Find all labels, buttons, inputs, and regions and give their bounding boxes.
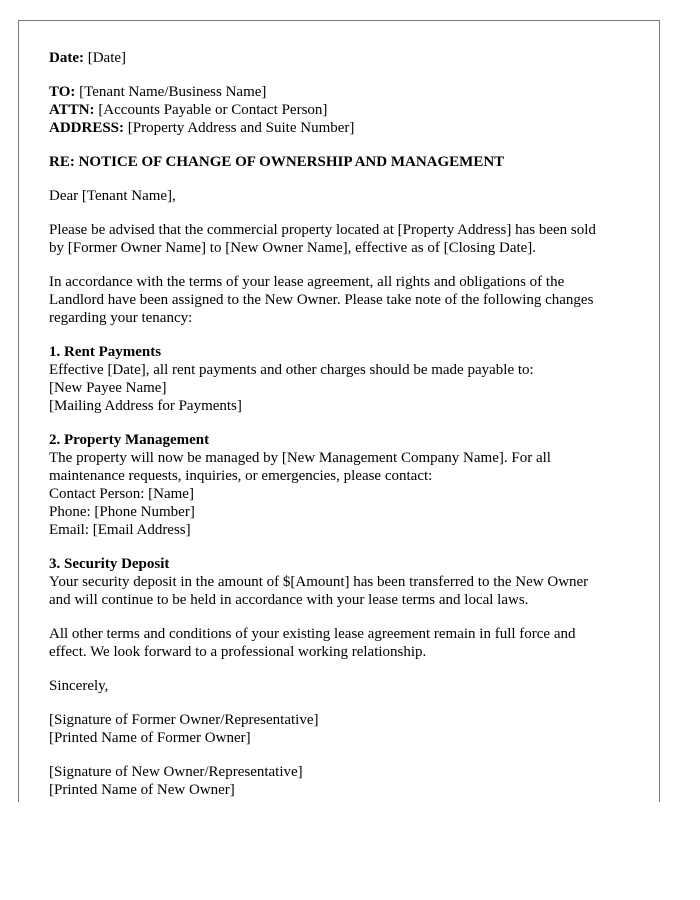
to-label: TO:: [49, 84, 76, 100]
deposit-line-2: and will continue to be held in accordance with your lease terms and local laws.: [49, 592, 529, 608]
rent-heading: 1. Rent Payments: [49, 344, 162, 360]
address-label: ADDRESS:: [49, 120, 125, 136]
contact-person: Contact Person: [Name]: [49, 486, 194, 502]
former-owner-signature: [Signature of Former Owner/Representative]: [49, 712, 319, 728]
letter-page: [18, 20, 660, 802]
to-value: [Tenant Name/Business Name]: [79, 84, 267, 100]
salutation: Dear [Tenant Name],: [49, 188, 176, 204]
subject-line: RE: NOTICE OF CHANGE OF OWNERSHIP AND MANAGEMENT: [49, 154, 505, 170]
attn-label: ATTN:: [49, 102, 95, 118]
contact-email: Email: [Email Address]: [49, 522, 191, 538]
new-owner-printed-name: [Printed Name of New Owner]: [49, 782, 235, 798]
rent-line-2: [New Payee Name]: [49, 380, 167, 396]
date-label: Date:: [49, 50, 84, 66]
deposit-line-1: Your security deposit in the amount of $[Amount] has been transferred to the New Owner: [49, 574, 589, 590]
former-owner-printed-name: [Printed Name of Former Owner]: [49, 730, 251, 746]
to-line: [49, 83, 649, 101]
closing-line-2: effect. We look forward to a professional working relationship.: [49, 644, 427, 660]
management-heading: 2. Property Management: [49, 432, 210, 448]
date-value: [Date]: [87, 50, 127, 66]
paragraph-1-line-2: by [Former Owner Name] to [New Owner Name], effective as of [Closing Date].: [49, 240, 537, 256]
paragraph-2-line-3: regarding your tenancy:: [49, 310, 193, 326]
rent-line-1: Effective [Date], all rent payments and other charges should be made payable to:: [49, 362, 534, 378]
deposit-heading: 3. Security Deposit: [49, 556, 170, 572]
attn-value: [Accounts Payable or Contact Person]: [98, 102, 328, 118]
paragraph-2-line-1: In accordance with the terms of your lease agreement, all rights and obligations of the: [49, 274, 565, 290]
letter-body: [49, 49, 649, 799]
address-line: [49, 119, 649, 137]
date-line: [49, 49, 649, 67]
signoff: Sincerely,: [49, 678, 109, 694]
paragraph-1-line-1: Please be advised that the commercial property located at [Property Address] has been sold: [49, 222, 596, 238]
paragraph-2-line-2: Landlord have been assigned to the New Owner. Please take note of the following changes: [49, 292, 594, 308]
rent-line-3: [Mailing Address for Payments]: [49, 398, 242, 414]
address-value: [Property Address and Suite Number]: [127, 120, 355, 136]
attn-line: [49, 101, 649, 119]
closing-line-1: All other terms and conditions of your existing lease agreement remain in full force and: [49, 626, 576, 642]
management-line-2: maintenance requests, inquiries, or emergencies, please contact:: [49, 468, 433, 484]
new-owner-signature: [Signature of New Owner/Representative]: [49, 764, 303, 780]
contact-phone: Phone: [Phone Number]: [49, 504, 195, 520]
management-line-1: The property will now be managed by [New Management Company Name]. For all: [49, 450, 551, 466]
